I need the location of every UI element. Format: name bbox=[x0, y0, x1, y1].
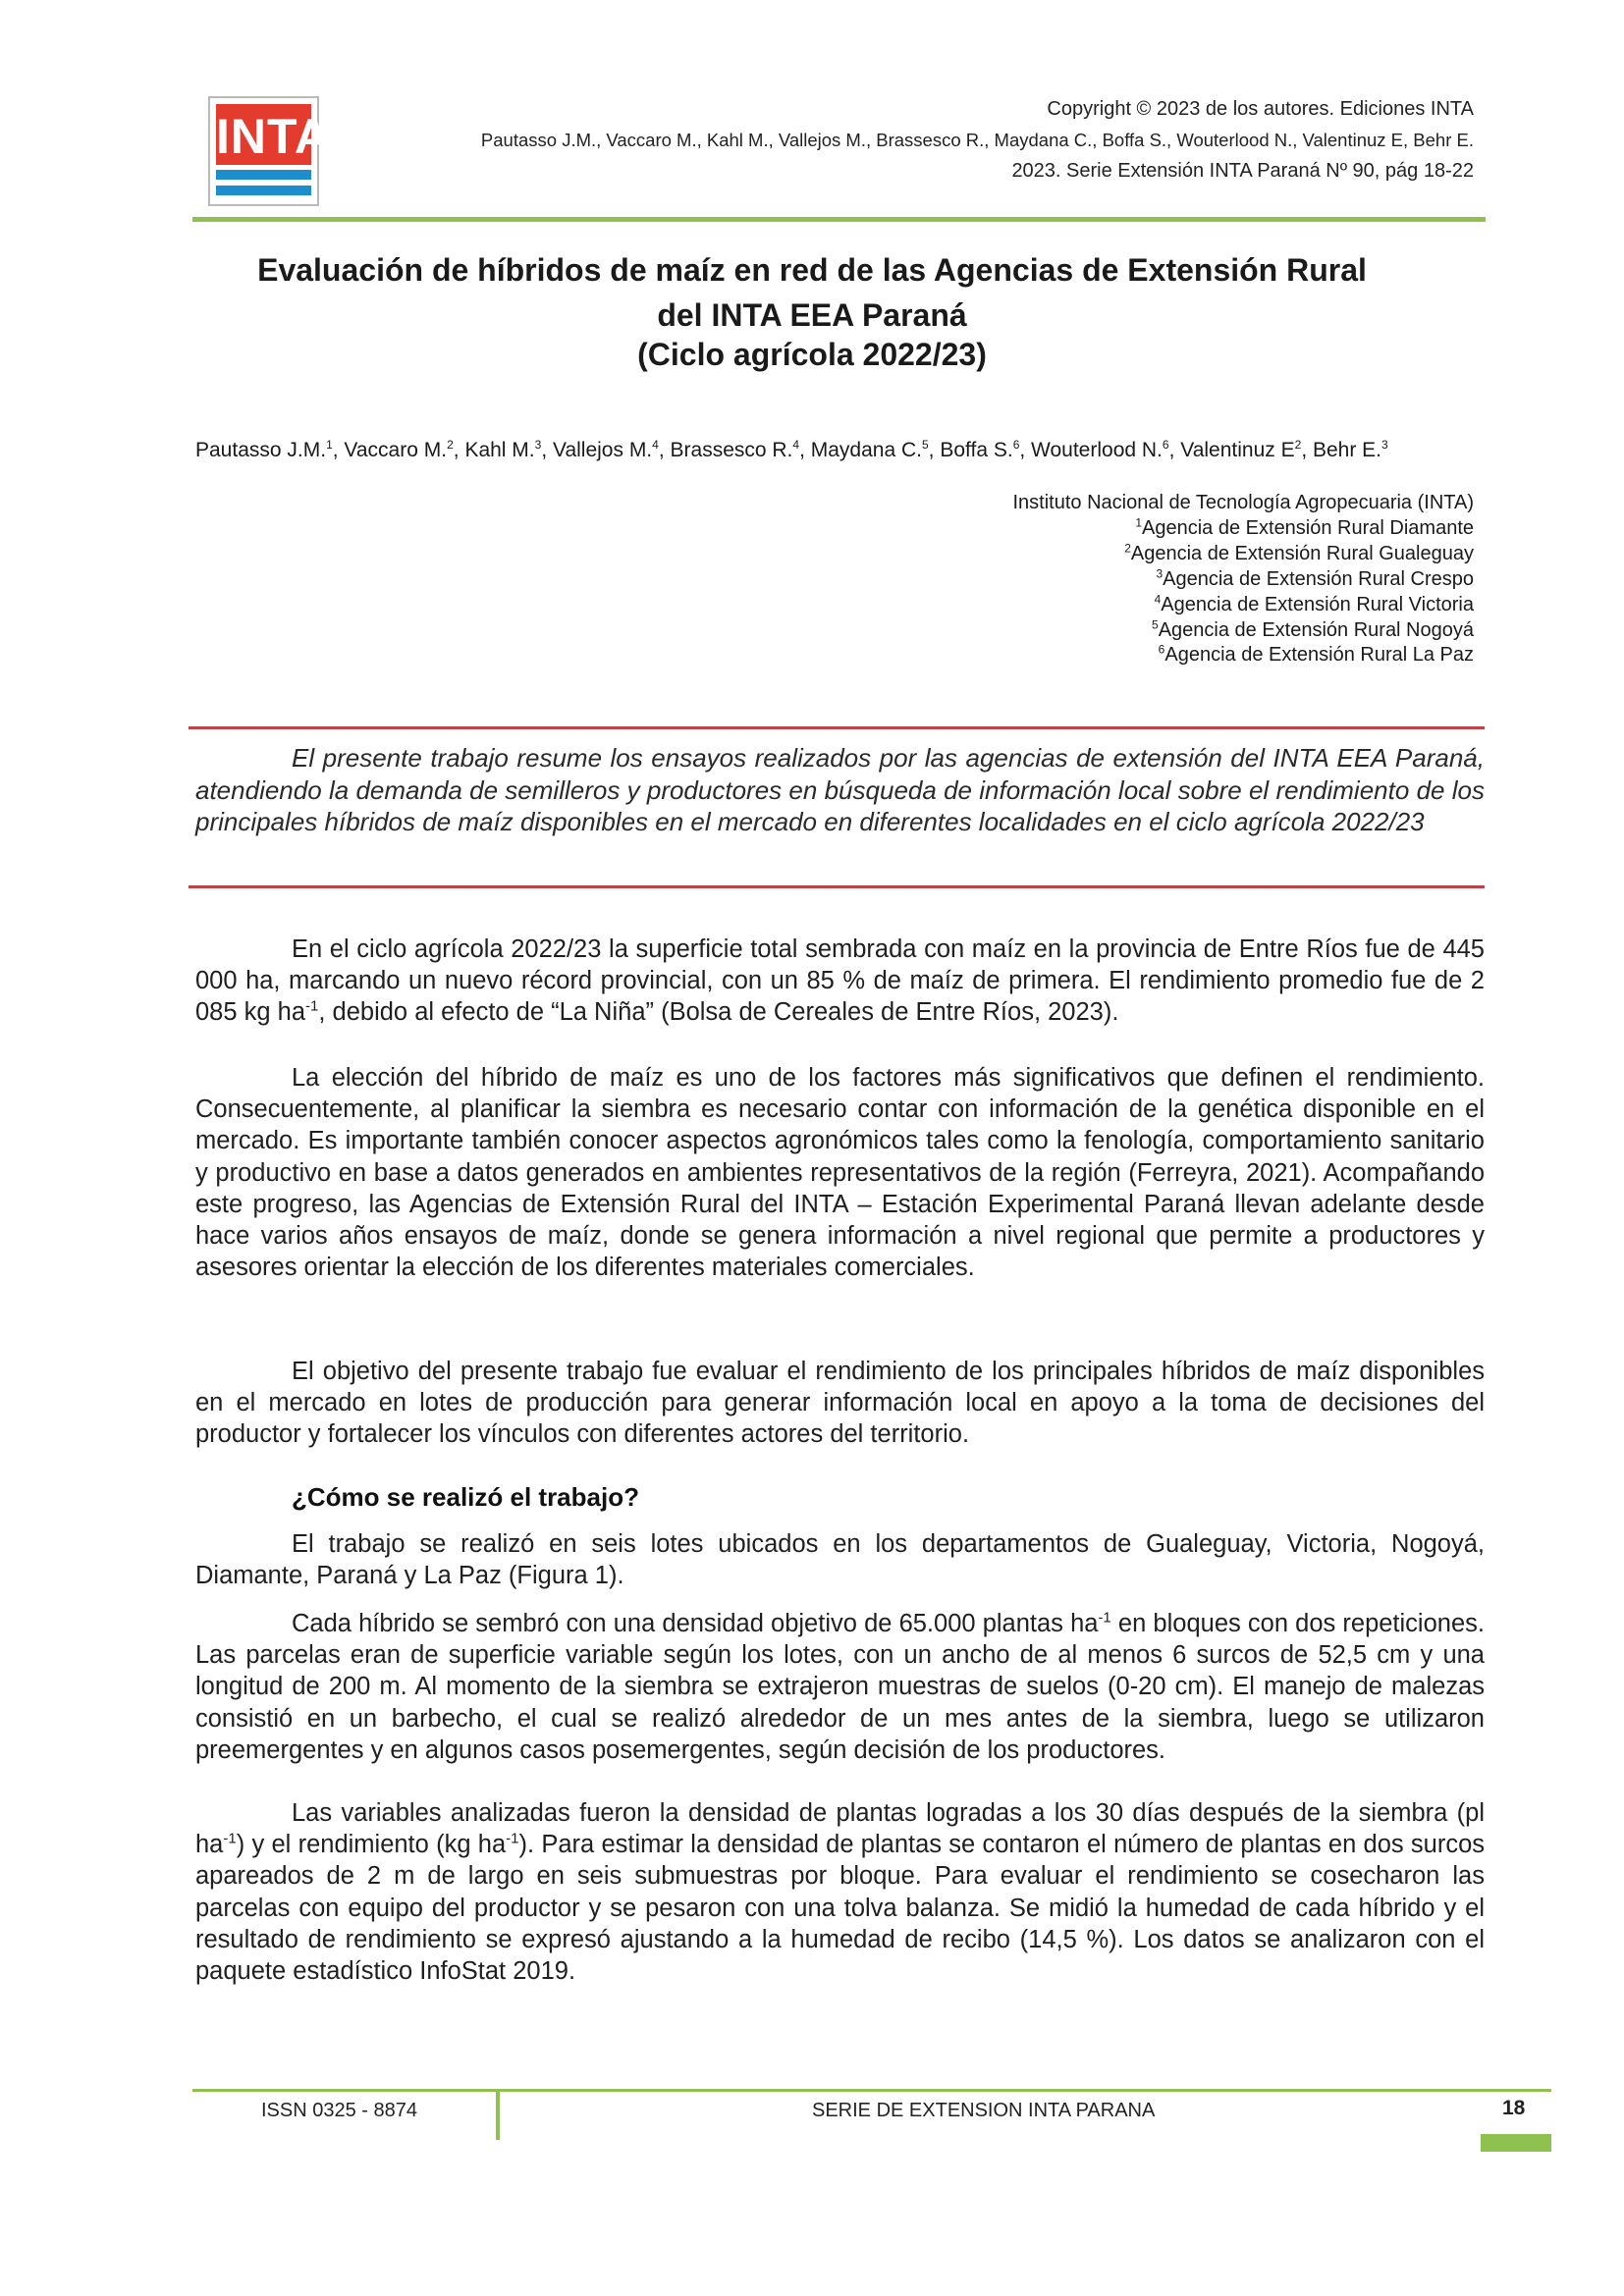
abstract-rule-bottom bbox=[189, 885, 1485, 888]
affiliation-item: $^3$Agencia de Extensión Rural Crespo bbox=[1156, 566, 1474, 590]
affiliation-item: $^2$Agencia de Extensión Rural Gualeguay bbox=[1124, 541, 1474, 564]
affiliation-item: $^5$Agencia de Extensión Rural Nogoyá bbox=[1152, 616, 1474, 641]
affiliations bbox=[1012, 491, 1474, 668]
author: Pautasso J.M.$^1$, bbox=[195, 438, 345, 461]
section-heading: ¿Cómo se realizó el trabajo? bbox=[292, 1482, 639, 1512]
author: Kahl M.$^3$, bbox=[464, 438, 553, 461]
body-paragraph: Las variables analizadas fueron la densidad de plantas logradas a los 30 días después de la siembra (pl $ha^{-1}$) y el rendimiento (kg $ha^{-1}$). Para estimar la densidad de plantas se contaron el número de plantas en dos surcos apareados de 2 m de largo en seis submuestras por bloque. Para evaluar el rendimiento se cosecharon las parcelas con equipo del productor y se pesaron con una tolva balanza. Se midió la humedad de cada híbrido y el resultado de rendimiento se expresó ajustando a la humedad de recibo (14,5 %). Los datos se analizaron con el paquete estadístico InfoStat 2019. bbox=[195, 1799, 1486, 1986]
author: Vaccaro M.$^2$, bbox=[344, 438, 465, 461]
body-paragraph: Cada híbrido se sembró con una densidad objetivo de 65.000 plantas $ha^{-1}$ en bloques con dos repeticiones. Las parcelas eran de superficie variable según los lotes, con un ancho de al menos 6 surcos de 52,5 cm y una longitud de 200 m. Al momento de la siembra se extrajeron muestras de suelos (0-20 cm). El manejo de malezas consistió en un barbecho, el cual se realizó alrededor de un mes antes de la siembra, luego se utilizaron preemergentes y en algunos casos posemergentes, según decisión de los productores. bbox=[195, 1609, 1485, 1764]
inta-logo-red-block bbox=[216, 104, 331, 165]
institution: Instituto Nacional de Tecnología Agropecuaria (INTA) bbox=[1012, 492, 1474, 513]
affiliation-item: $^1$Agencia de Extensión Rural Diamante bbox=[1135, 515, 1474, 539]
footer-divider bbox=[496, 2089, 500, 2140]
inta-logo bbox=[208, 96, 331, 206]
page-number: 18 bbox=[1502, 2097, 1526, 2119]
author: Behr E.$^3$ bbox=[1312, 438, 1388, 461]
author: Brassesco R.$^4$, bbox=[670, 438, 811, 461]
inta-logo-text: INTA bbox=[216, 109, 331, 164]
affiliation-item: $^4$Agencia de Extensión Rural Victoria bbox=[1154, 591, 1474, 615]
author: Boffa S.$^6$, bbox=[940, 438, 1032, 461]
author: Maydana C.$^5$, bbox=[810, 438, 941, 461]
inta-logo-blue-band bbox=[216, 170, 311, 180]
header-authors: Pautasso J.M., Vaccaro M., Kahl M., Vallejos M., Brassesco R., Maydana C., Boffa S., Wouterlood N., Valentinuz E, Behr E. bbox=[480, 130, 1474, 150]
author: Valentinuz $E^2$, bbox=[1180, 438, 1313, 461]
body-paragraph: El trabajo se realizó en seis lotes ubicados en los departamentos de Gualeguay, Victoria, Nogoyá, Diamante, Paraná y La Paz (Figura 1). bbox=[195, 1530, 1485, 1590]
header-rule bbox=[192, 217, 1486, 222]
affiliation-item: $^6$Agencia de Extensión Rural La Paz bbox=[1158, 642, 1474, 667]
author-list bbox=[195, 439, 1388, 462]
footer-rule bbox=[192, 2089, 1551, 2092]
body-paragraph: En el ciclo agrícola 2022/23 la superficie total sembrada con maíz en la provincia de Entre Ríos fue de 445 000 ha, marcando un nuevo récord provincial, con un 85 % de maíz de primera. El rendimiento promedio fue de 2 085 kg $ha^{-1}$, debido al efecto de “La Niña” (Bolsa de Cereales de Entre Ríos, 2023). bbox=[195, 935, 1485, 1027]
series-reference: 2023. Serie Extensión INTA Paraná Nº 90, pág 18-22 bbox=[1011, 160, 1474, 182]
author: Wouterlood N.$^6$, bbox=[1031, 438, 1181, 461]
body-paragraph: El objetivo del presente trabajo fue evaluar el rendimiento de los principales híbridos de maíz disponibles en el mercado en lotes de producción para generar información local en apoyo a la toma de decisiones del productor y fortalecer los vínculos con diferentes actores del territorio. bbox=[195, 1358, 1485, 1449]
abstract: El presente trabajo resume los ensayos realizados por las agencias de extensión del INTA EEA Paraná, atendiendo la demanda de semilleros y productores en búsqueda de información local sobre el rendimiento de los principales híbridos de maíz disponibles en el mercado en diferentes localidades en el ciclo agrícola 2022/23 bbox=[195, 743, 1485, 836]
abstract-rule-top bbox=[189, 726, 1485, 729]
body-paragraph: La elección del híbrido de maíz es uno de los factores más significativos que definen el rendimiento. Consecuentemente, al planificar la siembra es necesario contar con información de la genética disponible en el mercado. Es importante también conocer aspectos agronómicos tales como la fenología, comportamiento sanitario y productivo en base a datos generados en ambientes representativos de la región (Ferreyra, 2021). Acompañando este progreso, las Agencias de Extensión Rural del INTA – Estación Experimental Paraná llevan adelante desde hace varios años ensayos de maíz, donde se genera información a nivel regional que permite a productores y asesores orientar la elección de los diferentes materiales comerciales. bbox=[195, 1064, 1485, 1282]
title-line-3: (Ciclo agrícola 2022/23) bbox=[637, 337, 987, 372]
footer-page-marker bbox=[1481, 2134, 1551, 2152]
title-line-2: del INTA EEA Paraná bbox=[657, 297, 967, 333]
copyright-line: Copyright © 2023 de los autores. Ediciones INTA bbox=[1047, 98, 1474, 120]
inta-logo-blue-band bbox=[216, 186, 311, 195]
author: Vallejos M.$^4$, bbox=[553, 438, 671, 461]
footer-series-title: SERIE DE EXTENSION INTA PARANA bbox=[812, 2100, 1156, 2121]
title-line-1: Evaluación de híbridos de maíz en red de las Agencias de Extensión Rural bbox=[257, 252, 1367, 288]
footer-issn: ISSN 0325 - 8874 bbox=[261, 2100, 417, 2121]
